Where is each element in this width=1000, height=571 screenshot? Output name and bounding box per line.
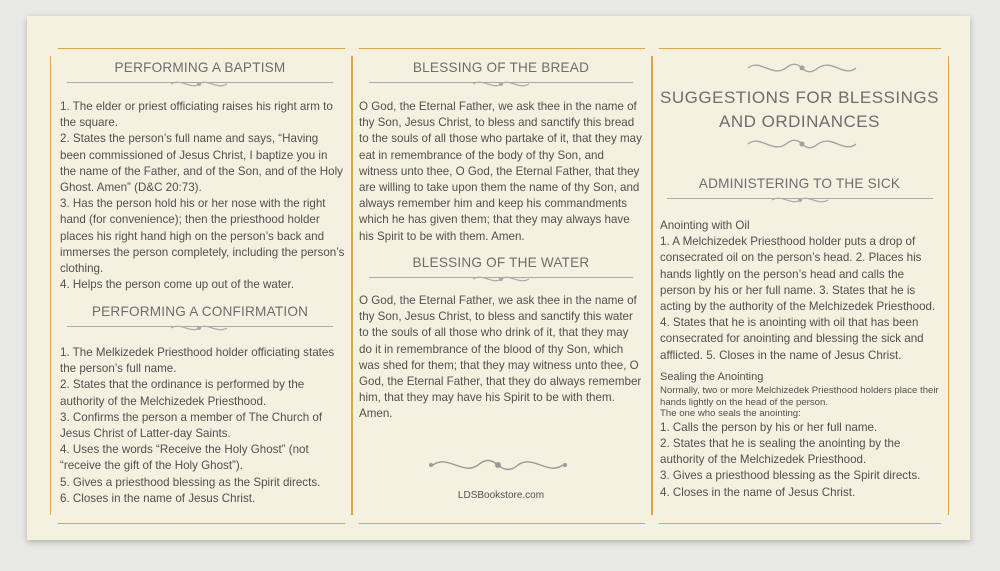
flourish-ornament-icon bbox=[742, 134, 862, 154]
sealing-note: Normally, two or more Melchizedek Priesthood holders place their hands lightly on the head of the person. bbox=[660, 385, 939, 408]
baptism-steps bbox=[60, 99, 345, 293]
flourish-ornament-icon bbox=[423, 454, 573, 476]
notch-tl bbox=[44, 42, 58, 56]
sealing-step: 2. States that he is sealing the anointing by the authority of the Melchizedek Priesthood. bbox=[660, 436, 901, 467]
scroll-ornament-icon bbox=[167, 322, 231, 334]
flourish-ornament-icon bbox=[742, 58, 862, 78]
notch-bm2 bbox=[645, 515, 659, 529]
confirmation-step: 1. The Melkizedek Priesthood holder officiating states the person’s full name. bbox=[60, 346, 335, 376]
confirmation-step: 2. States that the ordinance is performed by the authority of the Melchizedek Priesthood. bbox=[60, 378, 305, 408]
baptism-step: 1. The elder or priest officiating raises his right arm to the square. bbox=[60, 100, 333, 130]
bread-prayer: O God, the Eternal Father, we ask thee in the name of thy Son, Jesus Christ, to bless and sanctify this bread to the souls of all those who partake of it, that they may eat in remembrance of the body of thy Son, and witness unto thee, O God, the Eternal Father, that they are willing to take upon them the name of thy Son, and always remember him and keep his commandments which he has given them; that they may always have his Spirit to be with them. Amen. bbox=[359, 100, 642, 243]
notch-bm1 bbox=[345, 515, 359, 529]
baptism-step: 2. States the person’s full name and says, “Having been commissioned of Jesus Christ, I baptize you in the name of the Father, and of the Son, and of the Holy Ghost. Amen” (D&C 20:73). bbox=[60, 132, 343, 195]
sealing-section bbox=[660, 369, 942, 501]
sealing-note-2: The one who seals the anointing: bbox=[660, 408, 801, 420]
notch-tm2 bbox=[645, 42, 659, 56]
notch-bl bbox=[44, 515, 58, 529]
confirmation-title: PERFORMING A CONFIRMATION bbox=[91, 304, 309, 319]
confirmation-step: 3. Confirms the person a member of The Church of Jesus Christ of Latter-day Saints. bbox=[60, 410, 323, 441]
sealing-heading: Sealing the Anointing bbox=[660, 371, 764, 383]
notch-tr bbox=[941, 42, 955, 56]
suggestions-title-line2: AND ORDINANCES bbox=[719, 112, 880, 131]
suggestions-title-line1: SUGGESTIONS FOR BLESSINGS bbox=[660, 88, 939, 107]
scroll-ornament-icon bbox=[469, 78, 533, 90]
bread-title: BLESSING OF THE BREAD bbox=[412, 60, 590, 75]
anointing-text: 1. A Melchizedek Priesthood holder puts a drop of consecrated oil on the person’s head. 2. Places his hands lightly on the person’s head and calls the person by his or her full name. 3. States that he is acting by the authority of the Melchizedek Priesthood. 4. States that he is anointing with oil that has been consecrated for anointing and blessing the sick and afflicted. 5. Closes in the name of Jesus Christ. bbox=[660, 235, 936, 362]
water-prayer: O God, the Eternal Father, we ask thee in the name of thy Son, Jesus Christ, to bless and sanctify this water to the souls of all those who drink of it, that they may do it in remembrance of the blood of thy Son, which was shed for them; that they may witness unto thee, O God, the Eternal Father, that they do always remember him, that they may have his Spirit to be with them. Amen. bbox=[359, 294, 642, 421]
suggestions-title bbox=[657, 86, 942, 134]
anointing-section bbox=[660, 218, 940, 364]
baptism-step: 4. Helps the person come up out of the water. bbox=[60, 278, 294, 292]
card bbox=[27, 16, 970, 540]
confirmation-steps bbox=[60, 345, 345, 507]
sealing-step: 4. Closes in the name of Jesus Christ. bbox=[660, 485, 856, 499]
confirmation-step: 5. Gives a priesthood blessing as the Spirit directs. bbox=[60, 475, 321, 489]
website-footer: LDSBookstore.com bbox=[457, 490, 545, 501]
baptism-step: 3. Has the person hold his or her nose with the right hand (for convenience); then the priesthood holder places his right hand high on the person’s back and immerses the person completely, including the person’s clothing. bbox=[60, 197, 345, 276]
notch-br bbox=[941, 515, 955, 529]
sick-title: ADMINISTERING TO THE SICK bbox=[698, 176, 901, 191]
scroll-ornament-icon bbox=[167, 78, 231, 90]
baptism-title: PERFORMING A BAPTISM bbox=[114, 60, 286, 75]
scroll-ornament-icon bbox=[469, 273, 533, 285]
confirmation-step: 4. Uses the words “Receive the Holy Ghost” (not “receive the gift of the Holy Ghost”). bbox=[60, 443, 309, 473]
water-title: BLESSING OF THE WATER bbox=[412, 255, 590, 270]
notch-tm1 bbox=[345, 42, 359, 56]
anointing-heading: Anointing with Oil bbox=[660, 219, 750, 232]
sealing-step: 1. Calls the person by his or her full name. bbox=[660, 420, 878, 434]
confirmation-step: 6. Closes in the name of Jesus Christ. bbox=[60, 491, 256, 505]
sealing-step: 3. Gives a priesthood blessing as the Spirit directs. bbox=[660, 469, 921, 483]
scroll-ornament-icon bbox=[768, 194, 832, 206]
